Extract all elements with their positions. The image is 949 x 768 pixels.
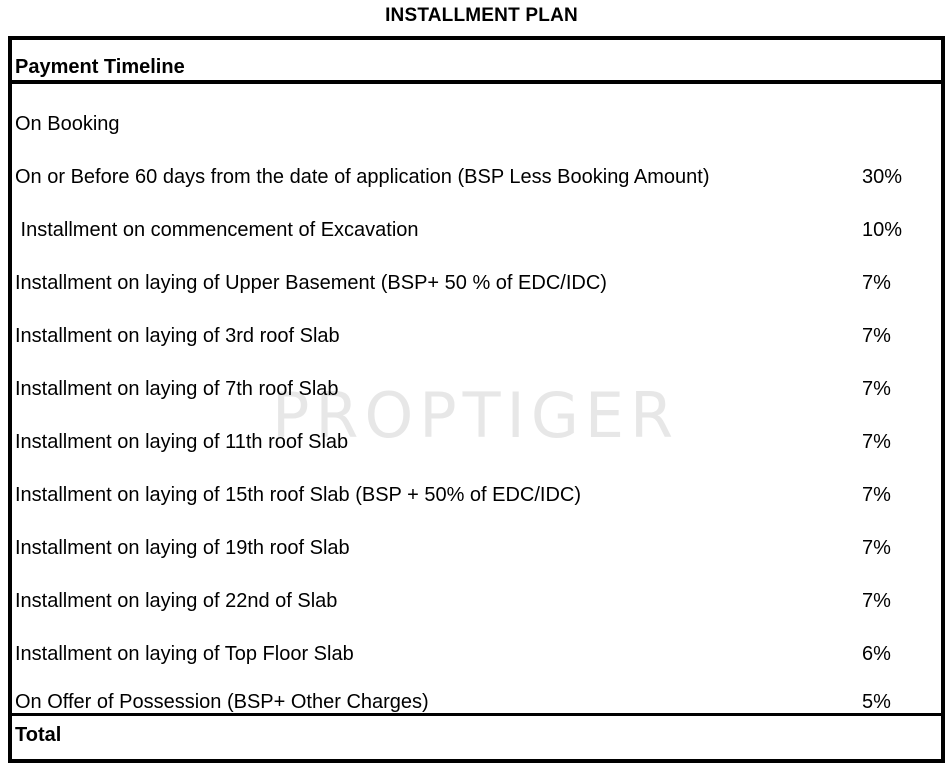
row-label: Installment on laying of 3rd roof Slab <box>15 325 340 347</box>
row-label: Installment on laying of 19th roof Slab <box>15 537 350 559</box>
row-percentage: 7% <box>862 272 891 294</box>
row-percentage: 5% <box>862 691 891 713</box>
table-row <box>12 481 941 511</box>
table-row <box>12 534 941 564</box>
table-row <box>12 110 941 140</box>
table-row <box>12 428 941 458</box>
table-row <box>12 587 941 617</box>
table-row <box>12 375 941 405</box>
row-label: Installment on laying of 7th roof Slab <box>15 378 339 400</box>
row-percentage: 30% <box>862 166 903 188</box>
row-label: Installment on laying of Upper Basement (BSP+ 50 % of EDC/IDC) <box>15 272 607 294</box>
row-label: Installment on commencement of Excavation <box>15 219 419 241</box>
table-row <box>12 216 941 246</box>
row-percentage: 7% <box>862 537 891 559</box>
row-percentage: 10% <box>862 219 903 241</box>
row-percentage: 7% <box>862 431 891 453</box>
row-label: Installment on laying of 22nd of Slab <box>15 590 338 612</box>
table-header-label: Payment Timeline <box>15 56 185 78</box>
table-row <box>12 269 941 299</box>
row-label: On Booking <box>15 113 120 135</box>
row-label: On Offer of Possession (BSP+ Other Charges) <box>15 691 429 713</box>
table-header <box>12 40 941 84</box>
row-label: Installment on laying of 11th roof Slab <box>15 431 349 453</box>
row-percentage: 7% <box>862 325 891 347</box>
row-label: On or Before 60 days from the date of application (BSP Less Booking Amount) <box>15 166 710 188</box>
watermark: PROPTIGER <box>272 379 680 452</box>
row-percentage: 7% <box>862 378 891 400</box>
row-label: Installment on laying of 15th roof Slab (BSP + 50% of EDC/IDC) <box>15 484 582 506</box>
row-percentage: 7% <box>862 484 891 506</box>
page-title: INSTALLMENT PLAN <box>385 5 578 26</box>
table-row <box>12 163 941 193</box>
total-label: Total <box>15 724 62 746</box>
installment-table <box>8 36 945 763</box>
table-footer <box>12 713 941 762</box>
row-percentage: 7% <box>862 590 891 612</box>
table-row <box>12 322 941 352</box>
row-label: Installment on laying of Top Floor Slab <box>15 643 354 665</box>
row-percentage: 6% <box>862 643 891 665</box>
table-row <box>12 640 941 670</box>
